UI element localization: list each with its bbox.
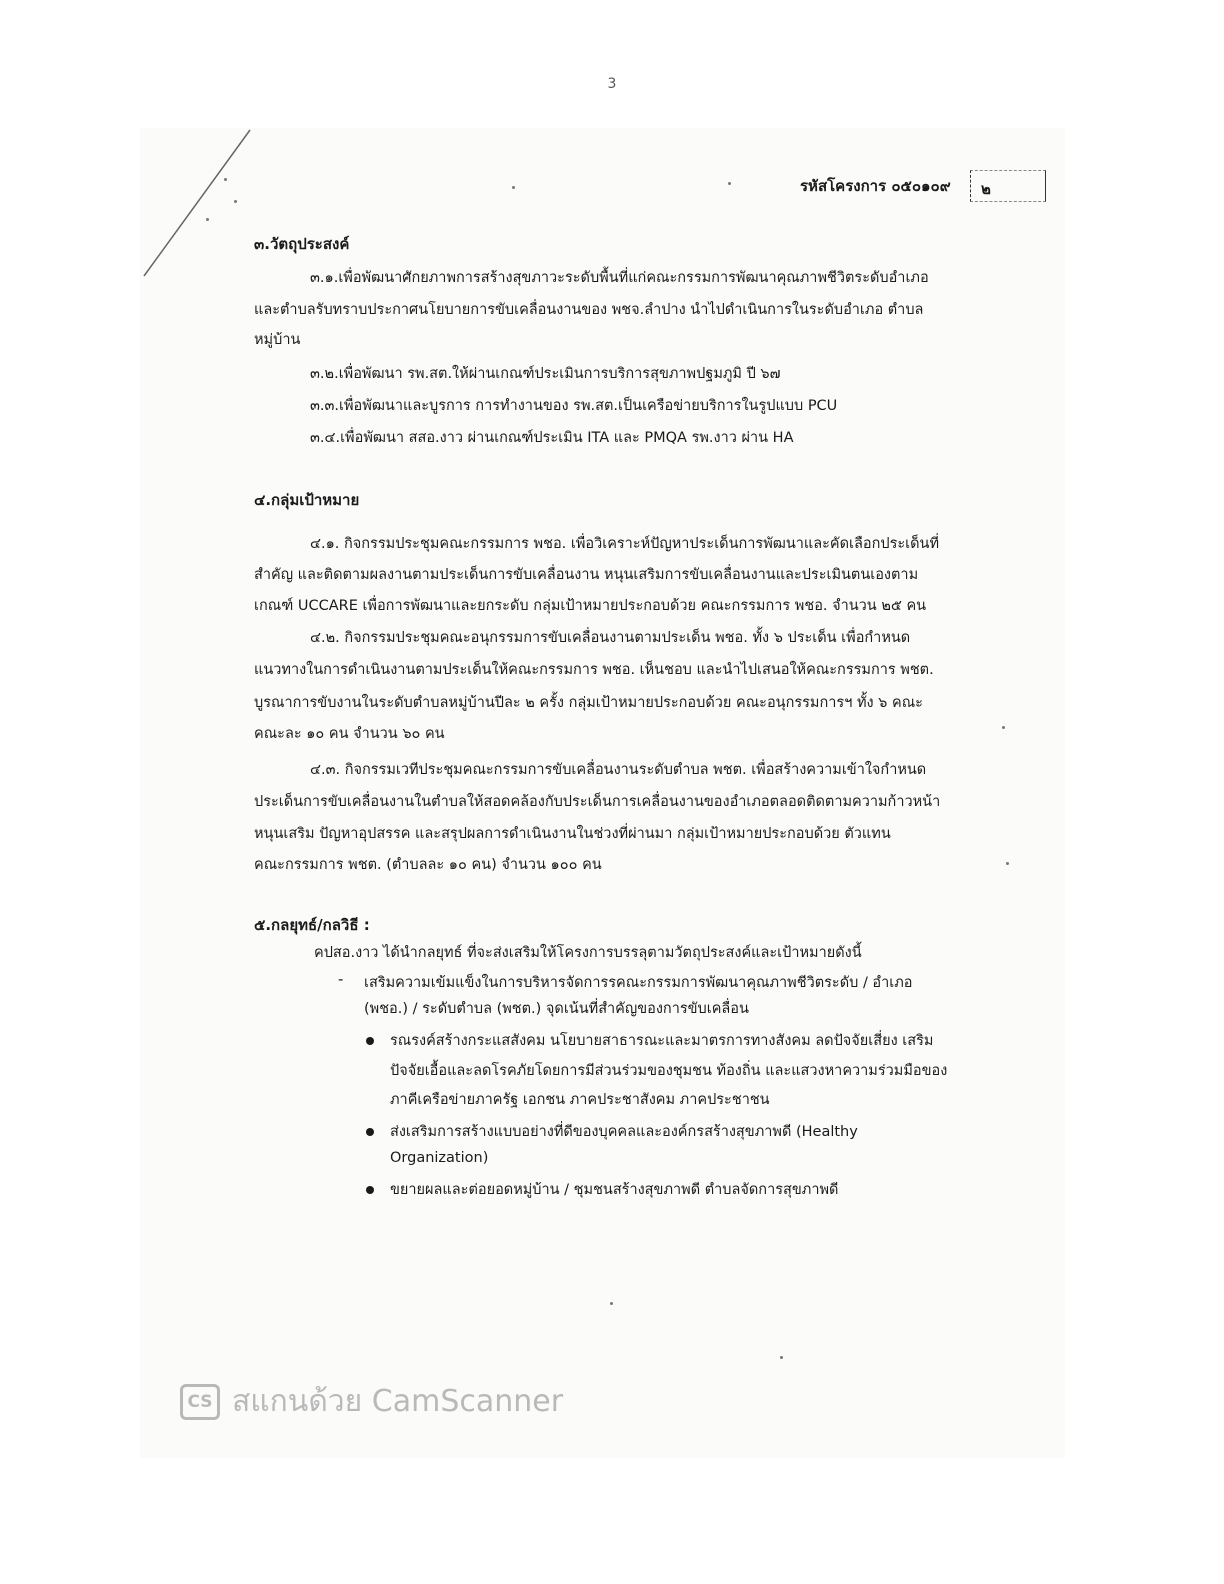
speck bbox=[780, 1356, 783, 1359]
section-4-line: หนุนเสริม ปัญหาอุปสรรค และสรุปผลการดำเนินงานในช่วงที่ผ่านมา กลุ่มเป้าหมายประกอบด้วย ตัวแทน bbox=[254, 826, 891, 842]
bullet-item-line: ส่งเสริมการสร้างแบบอย่างที่ดีของบุคคลและองค์กรสร้างสุขภาพดี (Healthy bbox=[390, 1124, 858, 1140]
section-4-line: ๔.๒. กิจกรรมประชุมคณะอนุกรรมการขับเคลื่อนงานตามประเด็น พชอ. ทั้ง ๖ ประเด็น เพื่อกำหนด bbox=[310, 630, 911, 646]
bullet-dot bbox=[366, 1186, 374, 1194]
camscanner-logo-icon: CS bbox=[180, 1384, 220, 1420]
page-number: 3 bbox=[607, 76, 617, 92]
section-3-line: หมู่บ้าน bbox=[254, 332, 301, 348]
project-code: รหัสโครงการ ๐๕๐๑๐๙ bbox=[800, 177, 951, 195]
section-3-line: ๓.๑.เพื่อพัฒนาศักยภาพการสร้างสุขภาวะระดับพื้นที่แก่คณะกรรมการพัฒนาคุณภาพชีวิตระดับอำเภอ bbox=[310, 270, 929, 286]
section-4-heading: ๔.กลุ่มเป้าหมาย bbox=[254, 491, 360, 509]
speck bbox=[1002, 726, 1005, 729]
scan-edge-line bbox=[140, 128, 260, 278]
bullet-item-line: ขยายผลและต่อยอดหมู่บ้าน / ชุมชนสร้างสุขภาพดี ตำบลจัดการสุขภาพดี bbox=[390, 1182, 839, 1198]
section-5-intro: คปสอ.งาว ได้นำกลยุทธ์ ที่จะส่งเสริมให้โครงการบรรลุตามวัตถุประสงค์และเป้าหมายดังนี้ bbox=[314, 945, 862, 961]
dash-item-line: เสริมความเข้มแข็งในการบริหารจัดการรคณะกรรมการพัฒนาคุณภาพชีวิตระดับ / อำเภอ bbox=[364, 975, 913, 991]
section-4-line: ๔.๓. กิจกรรมเวทีประชุมคณะกรรมการขับเคลื่อนงานระดับตำบล พชต. เพื่อสร้างความเข้าใจกำหนด bbox=[310, 762, 927, 778]
bullet-item-line: ปัจจัยเอื้อและลดโรคภัยโดยการมีส่วนร่วมของชุมชน ท้องถิ่น และแสวงหาความร่วมมือของ bbox=[390, 1063, 948, 1079]
project-code-box: ๒ bbox=[970, 170, 1046, 202]
speck bbox=[512, 186, 515, 189]
section-4-line: คณะละ ๑๐ คน จำนวน ๖๐ คน bbox=[254, 726, 445, 742]
section-4-line: ประเด็นการขับเคลื่อนงานในตำบลให้สอดคล้องกับประเด็นการเคลื่อนงานของอำเภอตลอดติดตามความก้าวหน้า bbox=[254, 794, 941, 810]
section-4-line: สำคัญ และติดตามผลงานตามประเด็นการขับเคลื่อนงาน หนุนเสริมการขับเคลื่อนงานและประเมินตนเองตาม bbox=[254, 567, 919, 583]
section-3-heading: ๓.วัตถุประสงค์ bbox=[254, 235, 350, 253]
section-3-line: ๓.๔.เพื่อพัฒนา สสอ.งาว ผ่านเกณฑ์ประเมิน ITA และ PMQA รพ.งาว ผ่าน HA bbox=[310, 430, 794, 446]
dash-marker: - bbox=[338, 970, 344, 988]
section-4-line: เกณฑ์ UCCARE เพื่อการพัฒนาและยกระดับ กลุ่มเป้าหมายประกอบด้วย คณะกรรมการ พชอ. จำนวน ๒๕ คน bbox=[254, 598, 927, 614]
dash-item-line: (พชอ.) / ระดับตำบล (พชต.) จุดเน้นที่สำคัญของการขับเคลื่อน bbox=[364, 1001, 749, 1017]
section-3-line: ๓.๓.เพื่อพัฒนาและบูรการ การทำงานของ รพ.สต.เป็นเครือข่ายบริการในรูปแบบ PCU bbox=[310, 398, 838, 414]
speck bbox=[1006, 862, 1009, 865]
section-3-line: และตำบลรับทราบประกาศนโยบายการขับเคลื่อนงานของ พชจ.ลำปาง นำไปดำเนินการในระดับอำเภอ ตำบล bbox=[254, 302, 924, 318]
speck bbox=[728, 182, 731, 185]
bullet-item-line: Organization) bbox=[390, 1150, 489, 1166]
section-3-line: ๓.๒.เพื่อพัฒนา รพ.สต.ให้ผ่านเกณฑ์ประเมินการบริการสุขภาพปฐมภูมิ ปี ๖๗ bbox=[310, 366, 781, 382]
bullet-dot bbox=[366, 1037, 374, 1045]
bullet-item-line: รณรงค์สร้างกระแสสังคม นโยบายสาธารณะและมาตรการทางสังคม ลดปัจจัยเสี่ยง เสริม bbox=[390, 1033, 934, 1049]
bullet-dot bbox=[366, 1128, 374, 1136]
speck bbox=[224, 178, 227, 181]
section-4-line: คณะกรรมการ พชต. (ตำบลละ ๑๐ คน) จำนวน ๑๐๐ คน bbox=[254, 857, 602, 873]
section-5-heading: ๕.กลยุทธ์/กลวิธี : bbox=[254, 916, 370, 934]
camscanner-watermark bbox=[180, 1378, 563, 1425]
bullet-item-line: ภาคีเครือข่ายภาครัฐ เอกชน ภาคประชาสังคม ภาคประชาชน bbox=[390, 1092, 770, 1108]
speck bbox=[610, 1302, 613, 1305]
section-4-line: แนวทางในการดำเนินงานตามประเด็นให้คณะกรรมการ พชอ. เห็นชอบ และนำไปเสนอให้คณะกรรมการ พชต. bbox=[254, 662, 934, 678]
speck bbox=[234, 200, 237, 203]
speck bbox=[206, 218, 209, 221]
section-4-line: บูรณาการขับงานในระดับตำบลหมู่บ้านปีละ ๒ ครั้ง กลุ่มเป้าหมายประกอบด้วย คณะอนุกรรมการฯ ทั้ง ๖ คณะ bbox=[254, 695, 923, 711]
section-4-line: ๔.๑. กิจกรรมประชุมคณะกรรมการ พชอ. เพื่อวิเคราะห์ปัญหาประเด็นการพัฒนาและคัดเลือกประเด็นที่ bbox=[310, 536, 940, 552]
watermark-text: สแกนด้วย CamScanner bbox=[232, 1384, 564, 1419]
